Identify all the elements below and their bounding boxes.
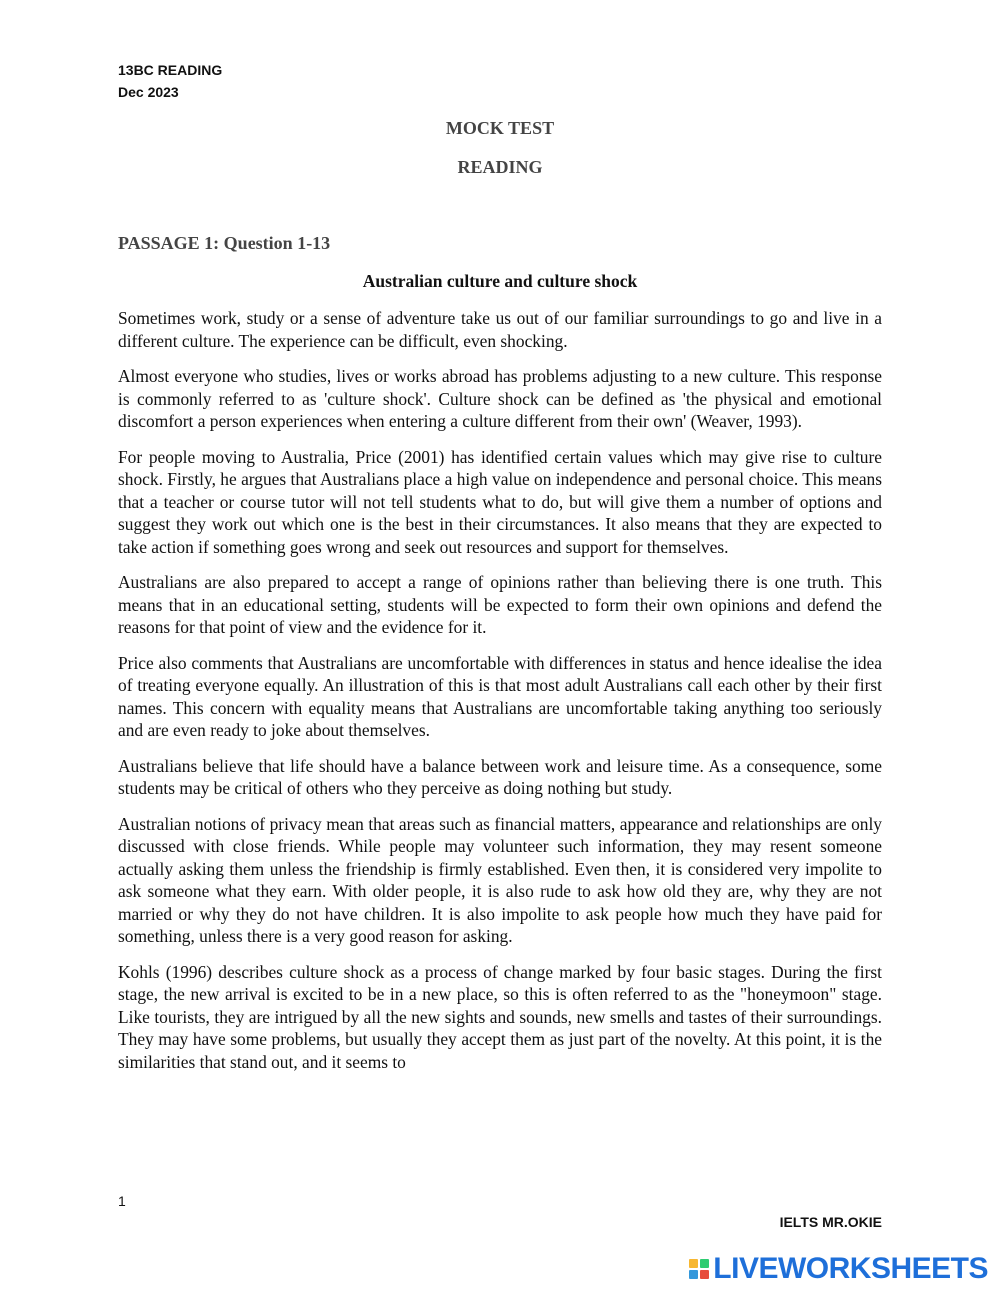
- liveworksheets-logo[interactable]: [689, 1252, 988, 1286]
- page-number: 1: [118, 1193, 126, 1209]
- paragraph: Almost everyone who studies, lives or works abroad has problems adjusting to a new culture. This response is commonly referred to as 'culture shock'. Culture shock can be defined as 'the physical and emotional discomfort a person experiences when entering a culture different from their own' (Weaver, 1993).: [118, 366, 882, 431]
- liveworksheets-logo-icon: [689, 1259, 709, 1279]
- paragraph: Price also comments that Australians are uncomfortable with differences in status and hence idealise the idea of treating everyone equally. An illustration of this is that most adult Australians call each other by their first names. This concern with equality means that Australians are uncomfortable taking anything too seriously and are even ready to joke about themselves.: [118, 652, 882, 740]
- passage-body: [118, 307, 882, 1086]
- paragraph: For people moving to Australia, Price (2001) has identified certain values which may give rise to culture shock. Firstly, he argues that Australians place a high value on independence and personal choice. This means that a teacher or course tutor will not tell students what to do, but will give them a number of options and suggest they work out which one is the best in their circumstances. It also means that they are expected to take action if something goes wrong and seek out resources and support for themselves.: [118, 446, 882, 557]
- footer-author: IELTS MR.OKIE: [779, 1214, 882, 1230]
- paragraph: Kohls (1996) describes culture shock as a process of change marked by four basic stages. During the first stage, the new arrival is excited to be in a new place, so this is often referred to as the "honeymoon" stage. Like tourists, they are intrigued by all the new sights and sounds, new smells and tastes of their surroundings. They may have some problems, but usually they accept them as just part of the novelty. At this point, it is the similarities that stand out, and it seems to: [118, 961, 882, 1072]
- liveworksheets-logo-text: LIVEWORKSHEETS: [713, 1252, 988, 1285]
- logo-square: [700, 1259, 709, 1268]
- mock-test-title: MOCK TEST: [445, 118, 555, 138]
- logo-square: [689, 1270, 698, 1279]
- date-label: Dec 2023: [118, 84, 179, 100]
- reading-title: READING: [457, 157, 543, 177]
- document-header: [118, 59, 222, 103]
- logo-square: [689, 1259, 698, 1268]
- paragraph: Australian notions of privacy mean that areas such as financial matters, appearance and relationships are only discussed with close friends. While people may volunteer such information, they may resent someone actually asking them unless the friendship is firmly established. Even then, it is considered very impolite to ask someone what they earn. With older people, it is also rude to ask how old they are, why they are not married or why they do not have children. It is also impolite to ask people how much they have paid for something, unless there is a very good reason for asking.: [118, 813, 882, 946]
- paragraph: Australians believe that life should have a balance between work and leisure time. As a consequence, some students may be critical of others who they perceive as doing nothing but study.: [118, 755, 882, 798]
- article-title: Australian culture and culture shock: [362, 271, 638, 291]
- paragraph: Sometimes work, study or a sense of adventure take us out of our familiar surroundings to go and live in a different culture. The experience can be difficult, even shocking.: [118, 308, 882, 351]
- course-label: 13BC READING: [118, 62, 223, 78]
- logo-square: [700, 1270, 709, 1279]
- passage-heading: PASSAGE 1: Question 1-13: [118, 233, 331, 253]
- paragraph: Australians are also prepared to accept a range of opinions rather than believing there is one truth. This means that in an educational setting, students will be expected to form their own opinions and defend the reasons for that point of view and the evidence for it.: [118, 572, 882, 637]
